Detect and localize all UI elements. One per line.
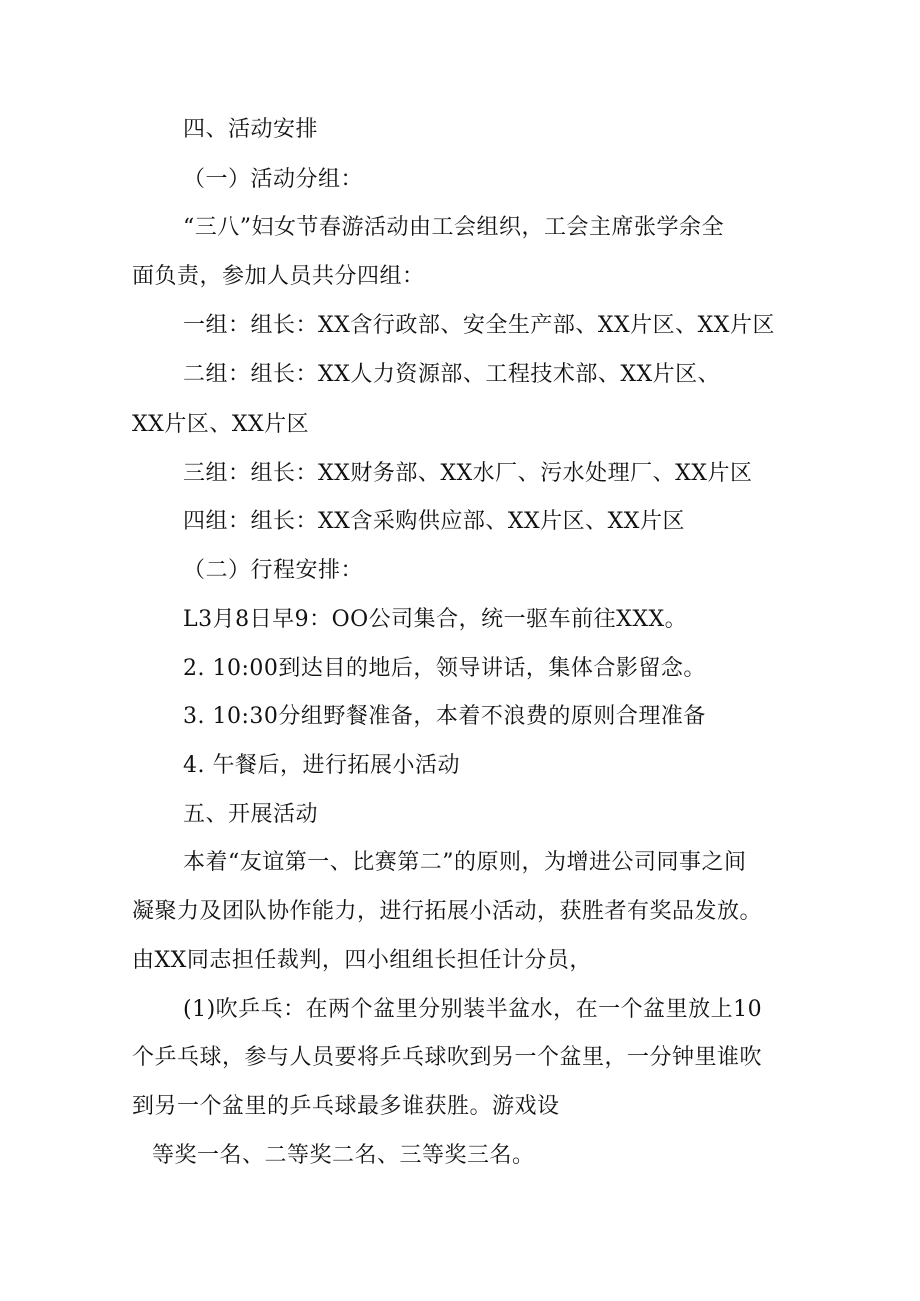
group-four-line: 四组：组长：XX含采购供应部、XX片区、XX片区 <box>183 509 685 534</box>
game-rule-line: (1)吹乒乓：在两个盆里分别装半盆水，在一个盆里放上10 <box>183 997 763 1022</box>
paragraph-line: 凝聚力及团队协作能力，进行拓展小活动，获胜者有奖品发放。 <box>132 899 763 924</box>
itinerary-item-1: L3月8日早9：OO公司集合，统一驱车前往XXX。 <box>183 607 688 632</box>
itinerary-item-2: 2. 10:00到达目的地后，领导讲话，集体合影留念。 <box>183 656 706 681</box>
paragraph-line: 由XX同志担任裁判，四小组组长担任计分员， <box>132 948 592 973</box>
subsection-heading-itinerary: （二）行程安排： <box>183 558 364 583</box>
prize-line: 等奖一名、二等奖二名、三等奖三名。 <box>152 1143 535 1168</box>
group-one-line: 一组：组长：XX含行政部、安全生产部、XX片区、XX片区 <box>183 313 775 338</box>
paragraph-line: 面负责，参加人员共分四组： <box>132 264 425 289</box>
itinerary-item-3: 3. 10:30分组野餐准备，本着不浪费的原则合理准备 <box>183 704 706 729</box>
itinerary-item-4: 4. 午餐后，进行拓展小活动 <box>183 753 460 778</box>
group-two-line: 二组：组长：XX人力资源部、工程技术部、XX片区、 <box>183 362 721 387</box>
paragraph-line: “三八”妇女节春游活动由工会组织，工会主席张学余全 <box>183 215 724 240</box>
subsection-heading-grouping: （一）活动分组： <box>183 167 364 192</box>
section-heading-activities: 五、开展活动 <box>183 802 319 827</box>
game-rule-line: 到另一个盆里的乒乓球最多谁获胜。游戏设 <box>132 1094 560 1119</box>
group-two-continuation: XX片区、XX片区 <box>132 412 310 437</box>
game-rule-line: 个乒乓球，参与人员要将乒乓球吹到另一个盆里，一分钟里谁吹 <box>132 1045 763 1070</box>
group-three-line: 三组：组长：XX财务部、XX水厂、污水处理厂、XX片区 <box>183 461 753 486</box>
paragraph-line: 本着“友谊第一、比赛第二”的原则，为增进公司同事之间 <box>183 850 747 875</box>
section-heading-activity-arrangement: 四、活动安排 <box>183 117 319 142</box>
